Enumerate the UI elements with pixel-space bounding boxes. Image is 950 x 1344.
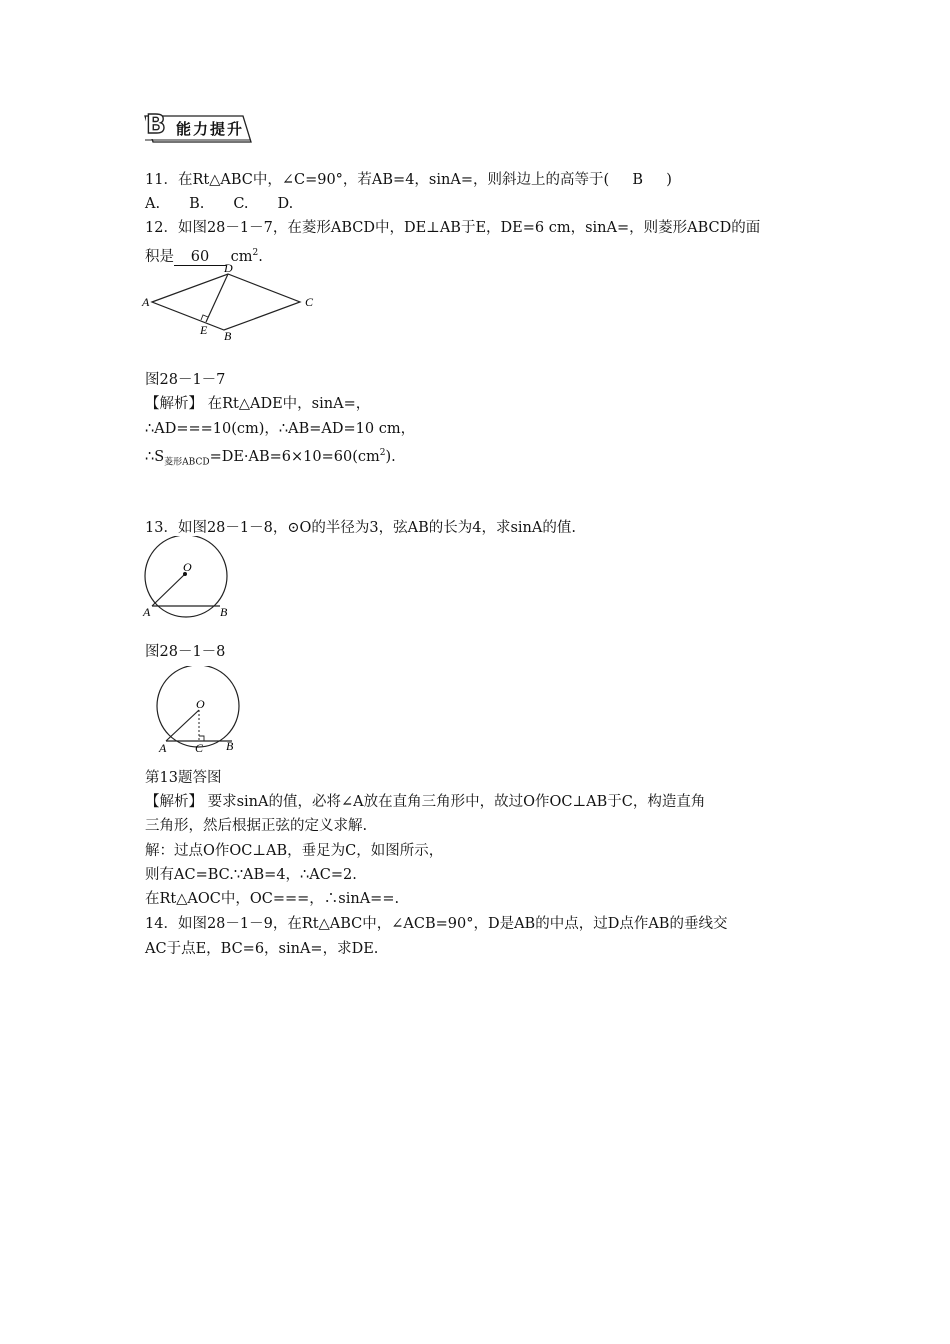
circle2-label-a: A (159, 741, 167, 755)
q11-stem: 11．在Rt△ABC中，∠C=90°，若AB=4，sinA=，则斜边上的高等于( (145, 172, 610, 188)
q12-answer-blank: 60 (174, 249, 226, 266)
q13-solution-2: 则有AC=BC.∵AB=4，∴AC=2. (145, 867, 357, 883)
q13-figure-caption-2: 第13题答图 (145, 770, 222, 786)
rhombus-label-a: A (142, 295, 150, 309)
q12-analysis-1: 【解析】 在Rt△ADE中，sinA=， (145, 396, 371, 412)
q12-prefix: 积是 (145, 248, 174, 265)
q12-area-rest: =DE·AB=6×10=60(cm (209, 448, 380, 465)
circle1-label-a: A (143, 605, 151, 619)
rhombus-label-d: D (224, 261, 233, 275)
q12-area-prefix: ∴S (145, 448, 165, 465)
q12-stem: 12．如图28－1－7，在菱形ABCD中，DE⊥AB于E，DE=6 cm，sinA=，则菱形ABCD的面 (145, 220, 761, 236)
circle1-label-b: B (220, 605, 228, 619)
q14-stem-1: 14．如图28－1－9，在Rt△ABC中，∠ACB=90°，D是AB的中点，过D点作AB的垂线交 (145, 916, 728, 932)
q12-area-end: ). (385, 448, 396, 465)
q12-analysis-2: ∴AD===10(cm)，∴AB=AD=10 cm， (145, 421, 416, 437)
q12-area-sup: 2 (379, 448, 386, 458)
section-title: 能力提升 (176, 120, 245, 138)
q13-figure-caption-1: 图28－1－8 (145, 644, 226, 660)
section-badge-letter: B (146, 110, 166, 140)
circle2-label-o: O (196, 697, 205, 711)
q11-answer: B (632, 172, 644, 188)
circle-figure-1 (140, 536, 240, 622)
q11-close-paren: ) (666, 172, 672, 188)
q12-suffix: . (258, 248, 263, 265)
q13-solution-1: 解：过点O作OC⊥AB，垂足为C，如图所示， (145, 843, 444, 859)
rhombus-figure (140, 258, 325, 346)
q12-unit-sup: 2 (252, 248, 259, 258)
q13-solution-3: 在Rt△AOC中，OC===，∴sinA==. (145, 891, 400, 907)
q12-unit: cm (230, 248, 253, 265)
q13-stem: 13．如图28－1－8，⊙O的半径为3，弦AB的长为4，求sinA的值. (145, 520, 576, 536)
rhombus-label-c: C (305, 295, 314, 309)
q11-options: A. B. C. D. (145, 196, 294, 212)
q13-analysis-1: 【解析】 要求sinA的值，必将∠A放在直角三角形中，故过O作OC⊥AB于C，构造直角 (145, 794, 706, 810)
q14-stem-2: AC于点E，BC=6，sinA=，求DE. (145, 941, 379, 957)
rhombus-label-b: B (224, 329, 232, 343)
rhombus-label-e: E (200, 323, 208, 337)
circle-figure-2 (150, 666, 250, 756)
q12-figure-caption: 图28－1－7 (145, 372, 226, 388)
q11-line (145, 170, 672, 190)
q12-analysis-3 (145, 443, 396, 473)
circle2-label-b: B (226, 739, 234, 753)
q13-analysis-2: 三角形，然后根据正弦的定义求解. (145, 818, 368, 834)
circle2-label-c: C (195, 741, 204, 755)
q12-area-sub: 菱形ABCD (164, 457, 210, 468)
circle1-label-o: O (183, 560, 192, 574)
